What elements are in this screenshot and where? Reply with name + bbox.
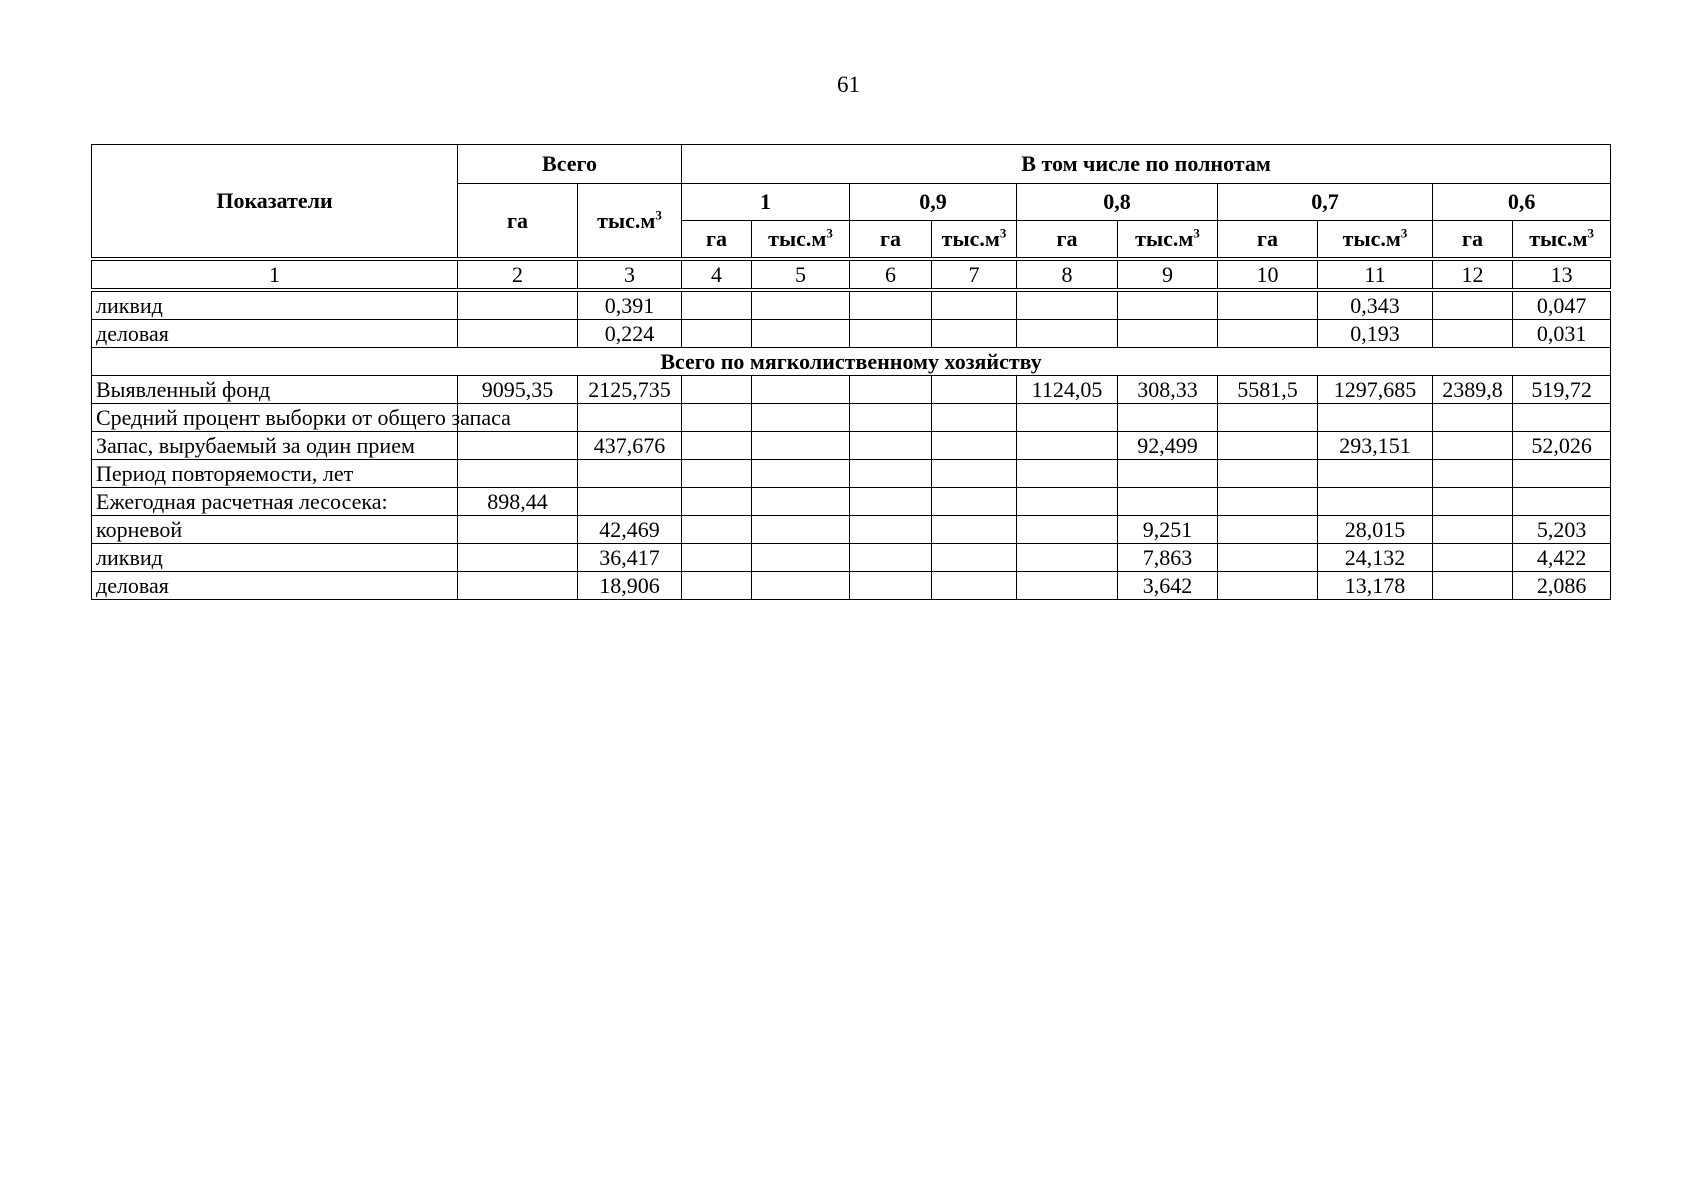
table-cell: [1513, 460, 1611, 488]
table-row: [92, 544, 1611, 572]
table-cell: [1433, 488, 1513, 516]
table-row: [92, 290, 1611, 320]
table-cell: [682, 432, 752, 460]
row-label: Ежегодная расчетная лесосека:: [92, 488, 458, 516]
unit-label: тыс.м: [1342, 226, 1401, 251]
table-cell: [1218, 460, 1318, 488]
table-cell: [850, 404, 932, 432]
table-cell: [1318, 460, 1433, 488]
header-unit-ha: га: [1433, 221, 1513, 260]
table-cell: [458, 290, 578, 320]
header-by-density: В том числе по полнотам: [682, 145, 1611, 184]
header-row: [92, 145, 1611, 184]
table-cell: 0,224: [578, 320, 682, 348]
table-cell: [682, 572, 752, 600]
table-cell: 9,251: [1118, 516, 1218, 544]
table-cell: [932, 516, 1017, 544]
table-cell: [850, 376, 932, 404]
table-cell: [1433, 290, 1513, 320]
column-numbers-row: [92, 259, 1611, 290]
unit-superscript: 3: [655, 207, 662, 223]
table-cell: 5,203: [1513, 516, 1611, 544]
table-cell: [932, 460, 1017, 488]
table-cell: [932, 488, 1017, 516]
column-number: 4: [682, 259, 752, 290]
table-cell: [682, 516, 752, 544]
table-cell: 18,906: [578, 572, 682, 600]
table-cell: [1218, 516, 1318, 544]
table-cell: [1433, 404, 1513, 432]
table-cell: [458, 516, 578, 544]
table-cell: 3,642: [1118, 572, 1218, 600]
column-number: 8: [1017, 259, 1118, 290]
table-cell: 898,44: [458, 488, 578, 516]
table-cell: [458, 432, 578, 460]
table-cell: [682, 488, 752, 516]
header-total-volume: [578, 184, 682, 260]
table-cell: [752, 544, 850, 572]
unit-label: тыс.м: [768, 226, 827, 251]
unit-superscript: 3: [826, 225, 833, 241]
header-unit-ha: га: [1218, 221, 1318, 260]
table-cell: [682, 376, 752, 404]
row-label: Запас, вырубаемый за один прием: [92, 432, 458, 460]
table-cell: [752, 572, 850, 600]
table-cell: [850, 460, 932, 488]
table-cell: [1118, 404, 1218, 432]
table-cell: [1513, 488, 1611, 516]
table-cell: [752, 488, 850, 516]
row-label: корневой: [92, 516, 458, 544]
table-cell: [1118, 460, 1218, 488]
table-cell: 4,422: [1513, 544, 1611, 572]
table-row: [92, 404, 1611, 432]
table-cell: [578, 460, 682, 488]
report-table: [91, 144, 1611, 600]
header-density: 0,7: [1218, 184, 1433, 221]
table-cell: 5581,5: [1218, 376, 1318, 404]
table-cell: 0,031: [1513, 320, 1611, 348]
table-cell: [932, 320, 1017, 348]
table-cell: [458, 572, 578, 600]
column-number: 6: [850, 259, 932, 290]
table-row: [92, 460, 1611, 488]
table-cell: 0,047: [1513, 290, 1611, 320]
row-label: Средний процент выборки от общего запаса: [92, 404, 458, 432]
table-cell: [1433, 516, 1513, 544]
header-density: 0,8: [1017, 184, 1218, 221]
table-row: [92, 432, 1611, 460]
table-cell: [932, 432, 1017, 460]
column-number: 9: [1118, 259, 1218, 290]
unit-label: тыс.м: [1529, 226, 1588, 251]
table-cell: 437,676: [578, 432, 682, 460]
table-cell: [850, 290, 932, 320]
header-density: 0,6: [1433, 184, 1611, 221]
table-cell: 2,086: [1513, 572, 1611, 600]
table-cell: [1433, 544, 1513, 572]
table-cell: [932, 404, 1017, 432]
table-cell: 24,132: [1318, 544, 1433, 572]
table-cell: [458, 320, 578, 348]
unit-label: тыс.м: [941, 226, 1000, 251]
header-density: 0,9: [850, 184, 1017, 221]
table-cell: [932, 544, 1017, 572]
table-cell: 308,33: [1118, 376, 1218, 404]
unit-label: тыс.м: [597, 207, 656, 233]
column-number: 1: [92, 259, 458, 290]
table-cell: [1017, 544, 1118, 572]
unit-label: тыс.м: [1135, 226, 1194, 251]
table-cell: [752, 404, 850, 432]
table-cell: [682, 320, 752, 348]
header-unit-ha: га: [682, 221, 752, 260]
row-label: ликвид: [92, 544, 458, 572]
table-cell: [1433, 432, 1513, 460]
header-unit-volume: [752, 221, 850, 260]
table-body: [92, 259, 1611, 600]
table-cell: [1017, 460, 1118, 488]
unit-superscript: 3: [1193, 225, 1200, 241]
table-cell: 92,499: [1118, 432, 1218, 460]
table-cell: [1218, 488, 1318, 516]
row-label: Выявленный фонд: [92, 376, 458, 404]
row-label: деловая: [92, 320, 458, 348]
table-cell: [850, 432, 932, 460]
table-cell: 36,417: [578, 544, 682, 572]
table-cell: [1017, 516, 1118, 544]
header-total-ha: га: [458, 184, 578, 260]
table-row: [92, 572, 1611, 600]
table-cell: [1218, 404, 1318, 432]
table-cell: [850, 516, 932, 544]
table-cell: [1118, 320, 1218, 348]
table-cell: [1433, 572, 1513, 600]
column-number: 5: [752, 259, 850, 290]
table-cell: [578, 488, 682, 516]
table-cell: 52,026: [1513, 432, 1611, 460]
table-cell: [1118, 290, 1218, 320]
header-density: 1: [682, 184, 850, 221]
section-title: Всего по мягколиственному хозяйству: [92, 348, 1611, 376]
column-number: 10: [1218, 259, 1318, 290]
table-cell: [682, 544, 752, 572]
row-label: ликвид: [92, 290, 458, 320]
table-cell: [752, 320, 850, 348]
table-cell: 1297,685: [1318, 376, 1433, 404]
header-unit-volume: [1513, 221, 1611, 260]
table-cell: [1118, 488, 1218, 516]
table-cell: [1218, 544, 1318, 572]
table-cell: [752, 432, 850, 460]
unit-superscript: 3: [1587, 225, 1594, 241]
header-total: Всего: [458, 145, 682, 184]
table-cell: 28,015: [1318, 516, 1433, 544]
table-cell: [1433, 320, 1513, 348]
table-cell: [850, 488, 932, 516]
table-cell: [850, 544, 932, 572]
table-row: [92, 376, 1611, 404]
section-row: [92, 348, 1611, 376]
column-number: 7: [932, 259, 1017, 290]
table-cell: 7,863: [1118, 544, 1218, 572]
table-cell: [578, 404, 682, 432]
table-cell: 1124,05: [1017, 376, 1118, 404]
table-cell: 2389,8: [1433, 376, 1513, 404]
table-cell: [1218, 290, 1318, 320]
table-row: [92, 516, 1611, 544]
table-cell: [932, 376, 1017, 404]
header-unit-volume: [932, 221, 1017, 260]
table-cell: [1017, 572, 1118, 600]
table-header: [92, 145, 1611, 260]
table-cell: [752, 290, 850, 320]
table-cell: 42,469: [578, 516, 682, 544]
table-cell: [932, 572, 1017, 600]
unit-superscript: 3: [1400, 225, 1408, 241]
table-cell: 0,193: [1318, 320, 1433, 348]
header-unit-ha: га: [1017, 221, 1118, 260]
table-cell: 9095,35: [458, 376, 578, 404]
table-cell: 13,178: [1318, 572, 1433, 600]
table-cell: [1017, 320, 1118, 348]
header-unit-volume: [1318, 221, 1433, 260]
table-cell: [752, 376, 850, 404]
header-unit-volume: [1118, 221, 1218, 260]
table-cell: [932, 290, 1017, 320]
page-number: 61: [837, 72, 860, 97]
table-cell: [1017, 488, 1118, 516]
table-row: [92, 320, 1611, 348]
table-cell: [850, 572, 932, 600]
table-cell: [850, 320, 932, 348]
table-row: [92, 488, 1611, 516]
column-number: 12: [1433, 259, 1513, 290]
table-cell: 2125,735: [578, 376, 682, 404]
table-cell: [1218, 432, 1318, 460]
table-cell: [752, 516, 850, 544]
header-indicators: Показатели: [92, 145, 458, 260]
row-label: Период повторяемости, лет: [92, 460, 458, 488]
unit-superscript: 3: [999, 225, 1007, 241]
table-cell: [1017, 404, 1118, 432]
table-cell: 293,151: [1318, 432, 1433, 460]
table-cell: [1218, 320, 1318, 348]
table-cell: [1017, 432, 1118, 460]
table-cell: 0,391: [578, 290, 682, 320]
header-unit-ha: га: [850, 221, 932, 260]
table-cell: [1513, 404, 1611, 432]
table-cell: [682, 460, 752, 488]
column-number: 3: [578, 259, 682, 290]
table-cell: [458, 460, 578, 488]
table-cell: [1017, 290, 1118, 320]
table-cell: 519,72: [1513, 376, 1611, 404]
table-cell: [458, 544, 578, 572]
table-cell: [682, 404, 752, 432]
row-label: деловая: [92, 572, 458, 600]
table-cell: [752, 460, 850, 488]
column-number: 13: [1513, 259, 1611, 290]
column-number: 11: [1318, 259, 1433, 290]
table-cell: [1433, 460, 1513, 488]
table-cell: [1318, 404, 1433, 432]
table-cell: [682, 290, 752, 320]
column-number: 2: [458, 259, 578, 290]
table-cell: [1318, 488, 1433, 516]
table-cell: 0,343: [1318, 290, 1433, 320]
table-cell: [1218, 572, 1318, 600]
